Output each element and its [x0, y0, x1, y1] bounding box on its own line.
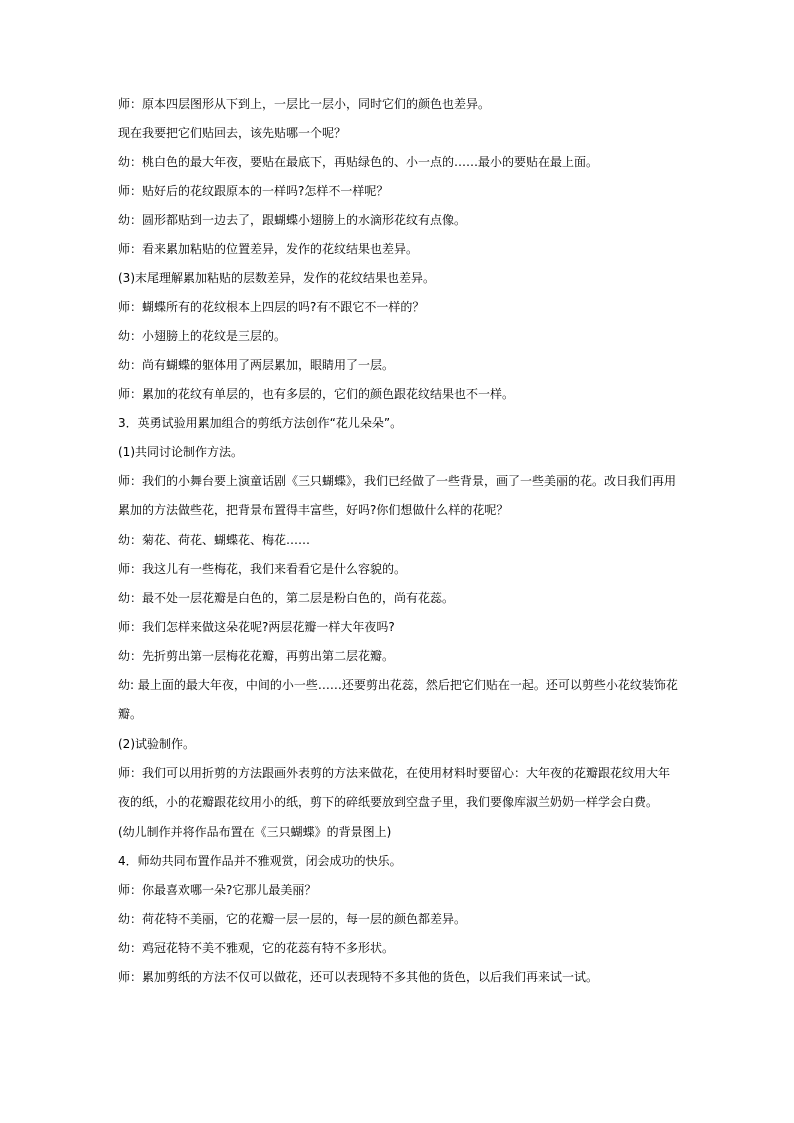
text-line: 幼：桃白色的最大年夜，要贴在最底下，再贴绿色的、小一点的……最小的要贴在最上面。 [118, 155, 599, 169]
text-line: 幼：尚有蝴蝶的躯体用了两层累加，眼睛用了一层。 [118, 358, 395, 372]
subsection-heading: (1)共同讨论制作方法。 [118, 445, 243, 459]
text-line: 师：贴好后的花纹跟原本的一样吗?怎样不一样呢？ [118, 184, 389, 198]
section-heading: 4．师幼共同布置作品并不雅观赏，闭会成功的快乐。 [118, 854, 402, 868]
section-heading: 3．英勇试验用累加组合的剪纸方法创作“花儿朵朵”。 [118, 416, 403, 430]
text-line: 师：原本四层图形从下到上，一层比一层小，同时它们的颜色也差异。 [118, 97, 491, 111]
text-line: 幼：先折剪出第一层梅花花瓣，再剪出第二层花瓣。 [118, 649, 395, 663]
text-line: 现在我要把它们贴回去，该先贴哪一个呢？ [118, 126, 347, 140]
text-paragraph: 师：我们可以用折剪的方法跟画外表剪的方法来做花，在使用材料时要留心：大年夜的花瓣跟花纹用大年夜的纸，小的花瓣跟花纹用小的纸，剪下的碎纸要放到空盘子里，我们要像库淑兰奶奶一样学会白费。 [118, 766, 671, 809]
text-line: 师：我们怎样来做这朵花呢?两层花瓣一样大年夜吗? [118, 620, 395, 634]
text-line: 师：你最喜欢哪一朵?它那儿最美丽？ [118, 883, 317, 897]
text-line: 师：蝴蝶所有的花纹根本上四层的吗?有不跟它不一样的？ [118, 300, 425, 314]
text-line: 师：我这儿有一些梅花，我们来看看它是什么容貌的。 [118, 562, 407, 576]
text-paragraph: 师：我们的小舞台要上演童话剧《三只蝴蝶》，我们已经做了一些背景，画了一些美丽的花。改日我们再用累加的方法做些花，把背景布置得丰富些，好吗?你们想做什么样的花呢？ [118, 474, 677, 517]
text-line: (幼儿制作并将作品布置在《三只蝴蝶》的背景图上) [118, 825, 392, 839]
text-line: 幼：菊花、荷花、蝴蝶花、梅花…… [118, 533, 311, 547]
text-paragraph: 幼: 最上面的最大年夜，中间的小一些……还要剪出花蕊，然后把它们贴在一起。还可以剪些小花纹装饰花瓣。 [118, 678, 678, 721]
text-line: 师：看来累加粘贴的位置差异，发作的花纹结果也差异。 [118, 242, 419, 256]
text-line: (3)末尾理解累加粘贴的层数差异，发作的花纹结果也差异。 [118, 271, 436, 285]
text-line: 幼：荷花特不美丽，它的花瓣一层一层的，每一层的颜色都差异。 [118, 912, 467, 926]
subsection-heading: (2)试验制作。 [118, 737, 195, 751]
text-line: 幼：最不处一层花瓣是白色的，第二层是粉白色的，尚有花蕊。 [118, 591, 455, 605]
text-line: 幼：小翅膀上的花纹是三层的。 [118, 329, 287, 343]
text-line: 师：累加剪纸的方法不仅可以做花，还可以表现特不多其他的货色，以后我们再来试一试。 [118, 970, 599, 984]
document-body [118, 96, 678, 998]
text-line: 幼：圆形都贴到一边去了，跟蝴蝶小翅膀上的水滴形花纹有点像。 [118, 213, 467, 227]
text-line: 师：累加的花纹有单层的，也有多层的，它们的颜色跟花纹结果也不一样。 [118, 387, 515, 401]
text-line: 幼：鸡冠花特不美不雅观，它的花蕊有特不多形状。 [118, 941, 395, 955]
